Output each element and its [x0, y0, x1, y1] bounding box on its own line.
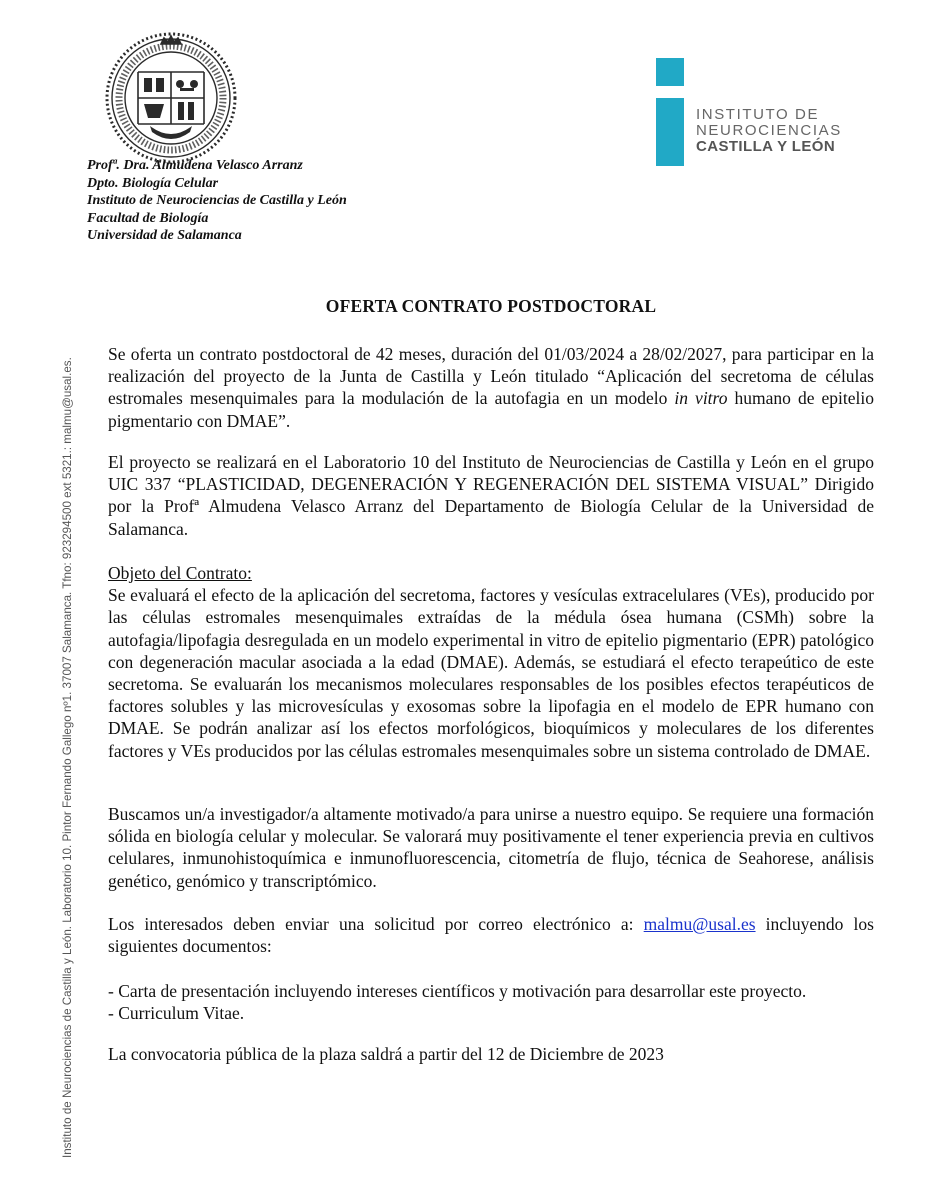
requirements-paragraph: [108, 803, 874, 892]
institute-logo-text: [696, 107, 842, 155]
documents-list: [108, 980, 874, 1024]
list-item: - Carta de presentación incluyendo intereses científicos y motivación para desarrollar este proyecto.: [108, 981, 807, 1001]
sender-department: Dpto. Biología Celular: [87, 175, 219, 191]
email-link[interactable]: malmu@usal.es: [643, 914, 756, 934]
project-text: El proyecto se realizará en el Laboratorio 10 del Instituto de Neurociencias de Castilla y León en el grupo UIC 337 “PLASTICIDAD, DEGENERACIÓN Y REGENERACIÓN DEL SISTEMA VISUAL” Dirigido por la Profª Almudena Velasco Arranz del Departamento de Biología Celular de la Universidad de Salamanca.: [108, 452, 874, 539]
application-text-end: incluyendo los siguientes documentos:: [108, 914, 874, 957]
sender-institute: Instituto de Neurociencias de Castilla y León: [87, 193, 347, 208]
sender-faculty: Facultad de Biología: [87, 210, 209, 226]
side-contact-text: Instituto de Neurociencias de Castilla y León. Laboratorio 10. Pintor Fernando Gallego nº1. 37007 Salamanca. Tfno: 923294500 ext 5321.: malmu@usal.es.: [61, 357, 74, 1158]
institute-logo-line3: CASTILLA Y LEÓN: [696, 138, 836, 155]
objective-heading: Objeto del Contrato:: [108, 563, 252, 583]
institute-logo: [656, 58, 846, 168]
page-title: OFERTA CONTRATO POSTDOCTORAL: [325, 296, 657, 316]
university-crest-icon: [104, 30, 238, 166]
university-seal: [104, 30, 238, 166]
intro-text-end: humano de epitelio pigmentario con DMAE”.: [108, 388, 874, 431]
intro-italic-text: in vitro: [674, 388, 728, 409]
sender-block: [87, 157, 347, 245]
institute-logo-bar: [656, 98, 684, 166]
requirements-text: Buscamos un/a investigador/a altamente motivado/a para unirse a nuestro equipo. Se requiere una formación sólida en biología celular y molecular. Se valorará muy positivamente el tener experiencia previa en cultivos celulares, inmunohistoquímica e inmunofluorescencia, citometría de flujo, técnica de Seahorese, análisis genético, genómico y transcriptómico.: [108, 804, 874, 891]
sender-name: Profª. Dra. Almudena Velasco Arranz: [87, 158, 303, 173]
intro-paragraph: [108, 343, 874, 432]
application-paragraph: [108, 913, 874, 957]
institute-logo-mark-icon: [656, 58, 684, 86]
institute-logo-line1: INSTITUTO DE: [696, 106, 820, 123]
objective-section: [108, 562, 874, 762]
objective-text: Se evaluará el efecto de la aplicación del secretoma, factores y vesículas extracelulares (VEs), producido por las células estromales mesenquimales extraídas de la médula ósea humana (CSMh) sobre la autofagia/lipofagia desregulada en un modelo experimental in vitro de epitelio pigmentario (EPR) patológico con degeneración macular asociada a la edad (DMAE). Además, se estudiará el efecto terapeútico de este secretoma. Se evaluarán los mecanismos moleculares responsables de los posibles efectos terapéuticos de factores solubles y las microvesículas y exosomas sobre la lipofagia en el modelo de EPR humano con DMAE. Se podrán analizar así los efectos morfológicos, bioquímicos y moleculares de los diferentes factores y VEs producidos por las células estromales mesenquimales sobre un sistema controlado de DMAE.: [108, 585, 874, 761]
closing-paragraph: [108, 1043, 874, 1065]
application-text: Los interesados deben enviar una solicitud por correo electrónico a:: [108, 914, 644, 934]
list-item: - Curriculum Vitae.: [108, 1003, 245, 1024]
intro-text: Se oferta un contrato postdoctoral de 42 meses, duración del 01/03/2024 a 28/02/2027, para participar en la realización del proyecto de la Junta de Castilla y León titulado “Aplicación del secretoma de células estromales mesenquimales para la modulación de la autofagia en un modelo: [108, 344, 874, 409]
institute-logo-line2: NEUROCIENCIAS: [696, 122, 842, 139]
closing-text: La convocatoria pública de la plaza saldrá a partir del 12 de Diciembre de 2023: [108, 1044, 664, 1064]
project-paragraph: [108, 451, 874, 540]
sender-university: Universidad de Salamanca: [87, 228, 242, 243]
